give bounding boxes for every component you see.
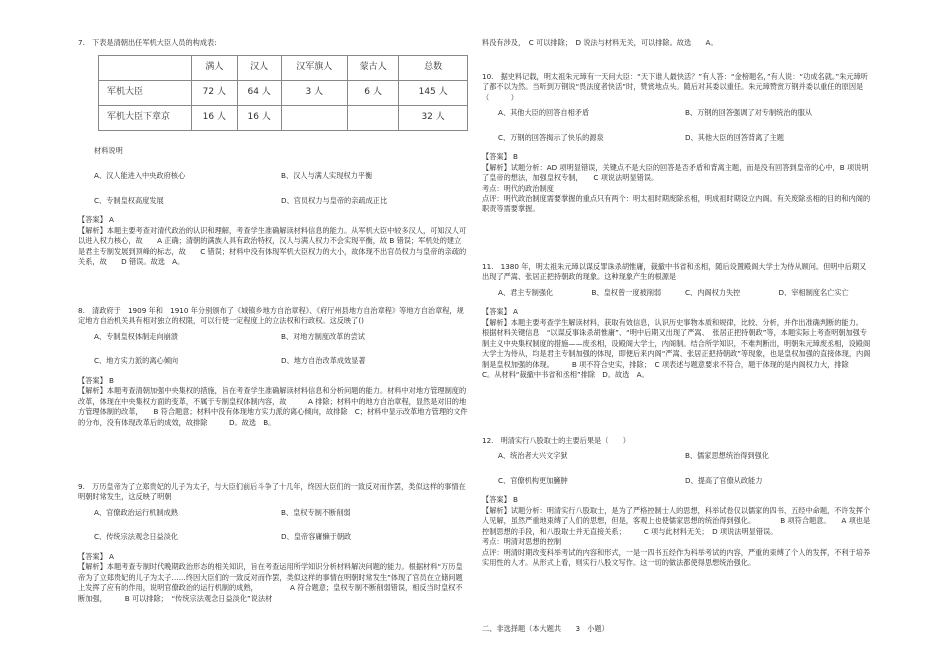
- question-10-point: 考点：明代的政治制度: [482, 183, 554, 193]
- table-row: [99, 81, 468, 106]
- option-d[interactable]: D、其他大臣的回答背离了主题: [685, 132, 784, 142]
- question-9-stem: 9. 万历皇帝为了立郑贵妃的儿子为太子，与大臣们前后斗争了十几年，终因大臣们的一致反对而作罢，类似这样的事情在明朝时常发生，这反映了明朝: [78, 482, 466, 502]
- question-10-analysis: 【解析】试题分析：AD 项明显错误，关键点不是大臣的回答是否矛盾和背离主题，而是没有回答到皇帝的心中，B 项说明了皇帝的想法，加强皇权专制， C 项说法明显错误。: [482, 162, 869, 183]
- question-11-answer: 【答案】 A: [482, 307, 518, 317]
- question-7-stem: 7. 下表是清朝出任军机大臣人员的构成表:: [78, 38, 217, 47]
- option-d[interactable]: D、宰相制度名亡实亡: [778, 287, 849, 297]
- table-cell: 军机大臣下章京: [99, 106, 192, 131]
- question-11: [482, 262, 872, 380]
- question-7-body: [78, 146, 468, 268]
- question-12-analysis: 【解析】试题分析：明清实行八股取士，是为了严格控制士人的思想，科举试卷仅以儒家的四书、五经中命题，不许发挥个人见解，虽然严重地束缚了人们的思想，但是，客观上也使儒家思想的统治得到强化。 B 项符合题意。 A 项也是控制思想的手段，和八股取士并无直接关系； C 项与此材料无关； D 项说法明显错误。: [482, 505, 871, 536]
- table-row: [99, 56, 468, 81]
- question-10-comment: 点评：明代政治制度需要掌握的重点只有两个：明太祖时期废除丞相，明成祖时期设立内阁。有关废除丞相的目的和内阁的职责等需要掌握。: [482, 193, 871, 214]
- question-9: [78, 482, 468, 604]
- table-cell: 3 人: [281, 81, 347, 106]
- option-a[interactable]: A、其他大臣的回答自相矛盾: [498, 108, 590, 118]
- question-8-options: [78, 327, 468, 372]
- option-b[interactable]: B、对地方制度改革的尝试: [281, 331, 365, 341]
- option-d[interactable]: D、官员权力与皇帝的亲疏成正比: [281, 195, 388, 205]
- option-b[interactable]: B、汉人与满人实现权力平衡: [281, 171, 373, 181]
- option-d[interactable]: D、提高了官僚从政能力: [685, 475, 763, 485]
- right-column: [482, 0, 872, 672]
- question-7-table: [98, 55, 468, 131]
- question-9-options: [78, 503, 468, 548]
- question-8-stem: 8. 清政府于 1909 年和 1910 年分别颁布了《城镇乡地方自治章程》、《府厅州县地方自治章程》等地方自治章程，规定地方自治机关具有相对独立的权限，可以行使一定程度上的立法权和行政权。这反映了(): [78, 306, 464, 326]
- question-10-options: [482, 103, 872, 148]
- question-9-answer: 【答案】 A: [78, 551, 114, 561]
- question-9-continued: [482, 38, 872, 48]
- option-b[interactable]: B、儒家思想统治得到强化: [685, 451, 769, 461]
- section-heading: [482, 624, 872, 634]
- option-a[interactable]: A、汉人能进入中央政府核心: [94, 171, 186, 181]
- question-12-options: [482, 446, 872, 491]
- option-a[interactable]: A、统治者大兴文字狱: [498, 451, 568, 461]
- option-c[interactable]: C、万钢的回答揭示了快乐的源泉: [498, 132, 604, 142]
- table-cell: [99, 56, 192, 81]
- table-cell: [281, 106, 347, 131]
- question-9-analysis: 【解析】本题考查专制时代晚期政治形态的相关知识，旨在考查运用所学知识分析材料解决问题的能力。根据材料“万历皇帝为了立郑贵妃的儿子为太子……终因大臣们的一致反对而作罢，类似这样的事情在明朝时常发生”体现了官员在立储问题上发挥了应有的作用，说明官僚政治的运行机制的成熟， A 符合题意；皇权专制不断削弱错误，相反当时皇权不断加强， B 可以排除； “传统宗法观念日益淡化”说法材: [78, 562, 463, 603]
- question-11-stem: 11. 1380 年，明太祖朱元璋以谋反罪诛杀胡惟庸，裁撤中书省和丞相，随后设置殿阁大学士为侍从顾问。但明中后期又出现了严嵩、张居正把持朝政的现象。这种现象产生的根源是: [482, 262, 867, 282]
- option-c[interactable]: C、地方实力派的离心倾向: [94, 356, 179, 366]
- table-cell: 满人: [191, 56, 237, 81]
- question-10-stem: 10. 据史料记载，明太祖朱元璋有一天问大臣：“天下谁人最快活？”有人答：“金榜题名，”有人说：“功成名就。”朱元璋听了都不以为然。当听到万钢说“畏法度者快活”时，赞赏地点头。随后对其委以重任。朱元璋赞赏万钢并委以重任的原因是（ ）: [482, 72, 868, 102]
- question-7-options: [78, 166, 468, 211]
- question-12-point: 考点：明清对思想的控制: [482, 537, 562, 547]
- table-cell: 6 人: [347, 81, 398, 106]
- option-c[interactable]: C、传统宗法观念日益淡化: [94, 532, 179, 542]
- question-8-analysis: 【解析】本题考查清朝加强中央集权的措施，旨在考查学生准确解读材料信息和分析问题的能力。材料中对地方管理制度的改革，体现在中央集权方面的变革，不属于专制皇权体制内容，故 A 排除；材料中的地方自治章程，显然是对旧的地方管理体制的改革， B 符合题意；材料中没有体现地方实力派的离心倾向，故排除 C；材料中显示改革地方管理的文件的分布，没有体现改革后的成效，故排除 D。故选 B。: [78, 386, 468, 427]
- section-2-title: 二、非选择题（本大题共 3 小题）: [482, 624, 609, 633]
- table-cell: 64 人: [237, 81, 281, 106]
- question-12: [482, 436, 872, 568]
- table-cell: 32 人: [399, 106, 468, 131]
- question-7: [78, 38, 468, 48]
- option-a[interactable]: A、君主专制强化: [498, 287, 554, 297]
- table-cell: 总数: [399, 56, 468, 81]
- question-12-answer: 【答案】 B: [482, 495, 518, 505]
- question-10-answer: 【答案】 B: [482, 152, 518, 162]
- question-7-analysis: 【解析】本题主要考查对清代政治的认识和理解，考查学生准确解读材料信息的能力。从军机大臣中较多汉人，可知汉人可以进入权力核心，故 A 正确；清朝的满族人具有政治特权，汉人与满人权力不会实现平衡，故 B 错误；军机处的建立是君主专制发展到顶峰的标志，故 C 错误；材料中没有体现军机大臣权力的大小，故体现不出官员权力与皇帝的亲疏的关系，故 D 错误。故选 A。: [78, 225, 467, 267]
- question-10: [482, 72, 872, 215]
- question-7-prompt: 材料说明: [94, 146, 123, 155]
- question-12-stem: 12. 明清实行八股取士的主要后果是（ ）: [482, 436, 630, 445]
- table-cell: 145 人: [399, 81, 468, 106]
- question-8-answer: 【答案】 B: [78, 375, 114, 385]
- table-cell: 72 人: [191, 81, 237, 106]
- table-cell: 16 人: [191, 106, 237, 131]
- option-b[interactable]: B、皇权专制不断削弱: [281, 507, 351, 517]
- question-7-answer: 【答案】 A: [78, 215, 114, 225]
- table-cell: 蒙古人: [347, 56, 398, 81]
- option-a[interactable]: A、专制皇权体制走向崩溃: [94, 331, 178, 341]
- left-column: [78, 0, 468, 672]
- question-9-tail: 料没有涉及， C 可以排除； D 说法与材料无关，可以排除。故选 A。: [482, 38, 718, 47]
- question-8: [78, 306, 468, 428]
- option-c[interactable]: C、内阁权力失控: [685, 287, 741, 297]
- table-cell: 汉人: [237, 56, 281, 81]
- option-c[interactable]: C、专制皇权高度发展: [94, 195, 164, 205]
- question-12-comment: 点评：明清时期改变科举考试的内容和形式，一是一四书五经作为科举考试的内容，严重的束缚了个人的发挥，不利于培养实用性的人才。从形式上看，则实行八股文写作。这一切的做法都使得思想统治强化。: [482, 547, 871, 567]
- option-a[interactable]: A、官僚政治运行机制成熟: [94, 507, 178, 517]
- option-d[interactable]: D、皇帝容庸懒于朝政: [281, 532, 352, 542]
- table-row: [99, 106, 468, 131]
- option-b[interactable]: B、皇权曾一度被削弱: [591, 287, 662, 297]
- question-11-analysis: 【解析】本题主要考查学生解读材料，获取有效信息，认识历史事物本质和规律，比较、分析，并作出准确判断的能力。 根据材料关键信息 “以谋反事诛杀胡惟庸”、“明中后期又出现了严嵩、 张居正把持朝政”等，本题实际上考查明朝加强专制主义中央集权制度的措施——废丞相，设殿阁大学士，内阁制。结合所学知识，不难判断出，明朝朱元璋废丞相，设殿阁大学士为侍从，均是君主专制加强的体现，即便后来内阁“严嵩、张居正把持朝政”等现象，也是皇权加强的直接体现，内阁制是皇权加强的体现。 B 项不符合史实，排除； C 项表述与题意要求不符合，题干体现的是内阁权力大，排除 C。从材料“裁撤中书省和丞相”排除 D。故选 A。: [482, 317, 871, 379]
- option-b[interactable]: B、万钢的回答强调了对专制统治的服从: [685, 108, 813, 118]
- option-c[interactable]: C、官僚机构更加臃肿: [498, 475, 568, 485]
- question-11-options: [482, 283, 872, 303]
- table-cell: [347, 106, 398, 131]
- option-d[interactable]: D、地方自治改革成效显著: [281, 356, 366, 366]
- table-cell: 汉军旗人: [281, 56, 347, 81]
- table-cell: 16 人: [237, 106, 281, 131]
- table-cell: 军机大臣: [99, 81, 192, 106]
